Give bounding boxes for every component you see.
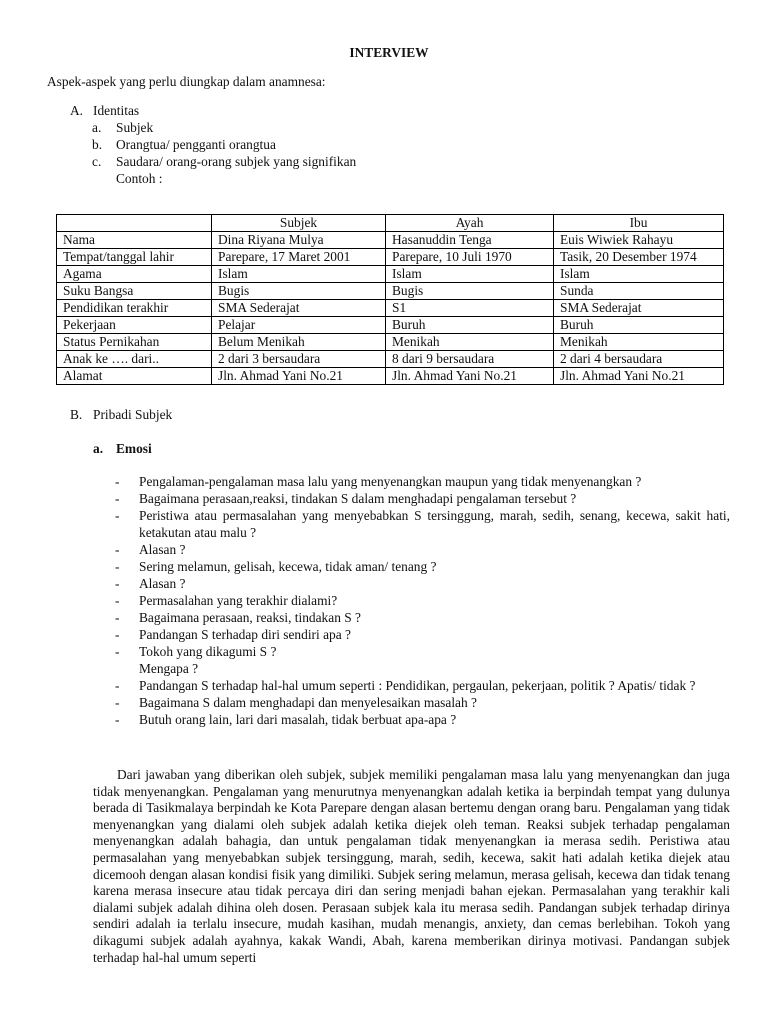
table-cell: Tasik, 20 Desember 1974 — [554, 249, 724, 266]
table-cell: Jln. Ahmad Yani No.21 — [386, 368, 554, 385]
question-item — [112, 626, 730, 643]
dash-bullet: - — [115, 491, 120, 506]
table-cell: Menikah — [386, 334, 554, 351]
table-cell: Menikah — [554, 334, 724, 351]
question-item — [112, 694, 730, 711]
question-text: Alasan ? — [139, 542, 186, 557]
list-item — [92, 119, 356, 136]
dash-bullet: - — [115, 576, 120, 591]
question-item — [112, 541, 730, 558]
question-text: Peristiwa atau permasalahan yang menyebabkan S tersinggung, marah, sedih, senang, kecewa, sakit hati, ketakutan atau malu ? — [139, 508, 730, 540]
table-row-label: Agama — [57, 266, 212, 283]
table-cell: 2 dari 3 bersaudara — [212, 351, 386, 368]
section-a-label: Identitas — [93, 103, 140, 118]
identity-table — [56, 214, 724, 385]
list-item-text: Saudara/ orang-orang subjek yang signifikan — [116, 154, 357, 169]
table-cell: 8 dari 9 bersaudara — [386, 351, 554, 368]
dash-bullet: - — [115, 678, 120, 693]
table-cell: Islam — [386, 266, 554, 283]
table-header-row — [57, 215, 724, 232]
question-list — [112, 473, 730, 728]
emosi-heading — [93, 440, 152, 457]
table-cell: Pelajar — [212, 317, 386, 334]
list-item — [92, 153, 356, 170]
emosi-marker: a. — [93, 441, 104, 456]
question-text: Tokoh yang dikagumi S ? Mengapa ? — [139, 644, 277, 676]
document-title: INTERVIEW — [349, 45, 429, 60]
dash-bullet: - — [115, 593, 120, 608]
table-row-label: Status Pernikahan — [57, 334, 212, 351]
question-item — [112, 558, 730, 575]
table-cell: Belum Menikah — [212, 334, 386, 351]
list-marker: a. — [92, 120, 102, 135]
table-cell: Buruh — [554, 317, 724, 334]
table-row — [57, 334, 724, 351]
dash-bullet: - — [115, 644, 120, 659]
table-cell: Parepare, 10 Juli 1970 — [386, 249, 554, 266]
table-row — [57, 368, 724, 385]
intro-text: Aspek-aspek yang perlu diungkap dalam anamnesa: — [47, 74, 326, 89]
section-b-label: Pribadi Subjek — [93, 407, 173, 422]
question-item — [112, 592, 730, 609]
dash-bullet: - — [115, 695, 120, 710]
emosi-label: Emosi — [116, 441, 152, 456]
question-item — [112, 677, 730, 694]
table-row — [57, 249, 724, 266]
table-cell: Bugis — [386, 283, 554, 300]
table-cell: Jln. Ahmad Yani No.21 — [212, 368, 386, 385]
dash-bullet: - — [115, 508, 120, 523]
list-item-text: Orangtua/ pengganti orangtua — [116, 137, 276, 152]
question-item — [112, 490, 730, 507]
section-a — [70, 102, 139, 119]
question-text: Butuh orang lain, lari dari masalah, tidak berbuat apa-apa ? — [139, 712, 457, 727]
table-row-label: Alamat — [57, 368, 212, 385]
section-a-marker: A. — [70, 103, 84, 118]
list-item — [92, 136, 356, 153]
table-row — [57, 266, 724, 283]
section-a-sublist — [92, 119, 356, 187]
dash-bullet: - — [115, 559, 120, 574]
table-cell: Bugis — [212, 283, 386, 300]
section-b — [70, 406, 172, 423]
table-cell: Islam — [554, 266, 724, 283]
table-cell: 2 dari 4 bersaudara — [554, 351, 724, 368]
question-text: Pandangan S terhadap hal-hal umum seperti : Pendidikan, pergaulan, pekerjaan, politik ? Apatis/ tidak ? — [139, 678, 696, 693]
question-text: Pandangan S terhadap diri sendiri apa ? — [139, 627, 351, 642]
dash-bullet: - — [115, 542, 120, 557]
dash-bullet: - — [115, 474, 120, 489]
question-text: Alasan ? — [139, 576, 186, 591]
table-row — [57, 351, 724, 368]
list-marker: c. — [92, 154, 102, 169]
question-text: Bagaimana perasaan, reaksi, tindakan S ? — [139, 610, 361, 625]
question-item — [112, 711, 730, 728]
question-text: Pengalaman-pengalaman masa lalu yang menyenangkan maupun yang tidak menyenangkan ? — [139, 474, 642, 489]
table-cell: Hasanuddin Tenga — [386, 232, 554, 249]
table-row-label: Suku Bangsa — [57, 283, 212, 300]
table-row-label: Nama — [57, 232, 212, 249]
dash-bullet: - — [115, 712, 120, 727]
table-header-cell — [57, 215, 212, 232]
table-cell: Parepare, 17 Maret 2001 — [212, 249, 386, 266]
table-cell: SMA Sederajat — [554, 300, 724, 317]
section-b-marker: B. — [70, 407, 83, 422]
table-cell: Euis Wiwiek Rahayu — [554, 232, 724, 249]
table-header-cell: Ibu — [554, 215, 724, 232]
question-item — [112, 473, 730, 490]
question-item — [112, 507, 730, 541]
table-row — [57, 232, 724, 249]
table-cell: SMA Sederajat — [212, 300, 386, 317]
table-row — [57, 300, 724, 317]
question-text: Permasalahan yang terakhir dialami? — [139, 593, 338, 608]
table-cell: Dina Riyana Mulya — [212, 232, 386, 249]
question-text: Bagaimana perasaan,reaksi, tindakan S dalam menghadapi pengalaman tersebut ? — [139, 491, 577, 506]
table-row — [57, 317, 724, 334]
table-row-label: Tempat/tanggal lahir — [57, 249, 212, 266]
table-cell: Jln. Ahmad Yani No.21 — [554, 368, 724, 385]
example-label: Contoh : — [116, 171, 163, 186]
table-row — [57, 283, 724, 300]
question-item — [112, 575, 730, 592]
question-text: Bagaimana S dalam menghadapi dan menyelesaikan masalah ? — [139, 695, 477, 710]
list-marker: b. — [92, 137, 103, 152]
table-cell: Buruh — [386, 317, 554, 334]
table-header-cell: Subjek — [212, 215, 386, 232]
table-row-label: Anak ke …. dari.. — [57, 351, 212, 368]
question-item — [112, 643, 730, 677]
table-cell: S1 — [386, 300, 554, 317]
table-row-label: Pendidikan terakhir — [57, 300, 212, 317]
question-item — [112, 609, 730, 626]
table-cell: Sunda — [554, 283, 724, 300]
summary-paragraph: Dari jawaban yang diberikan oleh subjek, subjek memiliki pengalaman masa lalu yang menyenangkan dan juga tidak menyenangkan. Pengalaman yang menurutnya menyenangkan adalah ketika ia berpindah tempat yang dulunya berada di Tasikmalaya berpindah ke Kota Parepare dengan alasan bertemu dengan orang baru. Pengalaman yang tidak menyenangkan yang dialami oleh subjek adalah ketika diejek oleh teman. Reaksi subjek terhadap pengalaman menyenangkan adalah bahagia, dan untuk pengalaman tidak menyenangkan ia merasa sedih. Peristiwa atau permasalahan yang menyebabkan subjek tersinggung, marah, sedih, kecewa, sakit hati adalah ketika diejek atau dicemooh dengan alasan kondisi fisik yang dimiliki. Subjek sering melamun, merasa gelisah, kecewa dan tidak tenang karena merasa insecure atau tidak percaya diri dan sering menjadi bahan ejekan. Permasalahan yang terakhir kali dialami subjek adalah dihina oleh dosen. Perasaan subjek kala itu merasa sedih. Pandangan subjek terhadap dirinya sendiri adalah ia terlalu insecure, mudah kasihan, mudah menangis, anxiety, dan cemas berlebihan. Tokoh yang dikagumi subjek adalah ayahnya, kakak Wandi, Abah, karena memberikan dirinya motivasi. Pandangan subjek terhadap hal-hal umum seperti — [93, 767, 730, 965]
table-cell: Islam — [212, 266, 386, 283]
list-item-text: Subjek — [116, 120, 154, 135]
dash-bullet: - — [115, 610, 120, 625]
table-header-cell: Ayah — [386, 215, 554, 232]
question-text: Sering melamun, gelisah, kecewa, tidak aman/ tenang ? — [139, 559, 437, 574]
dash-bullet: - — [115, 627, 120, 642]
table-row-label: Pekerjaan — [57, 317, 212, 334]
